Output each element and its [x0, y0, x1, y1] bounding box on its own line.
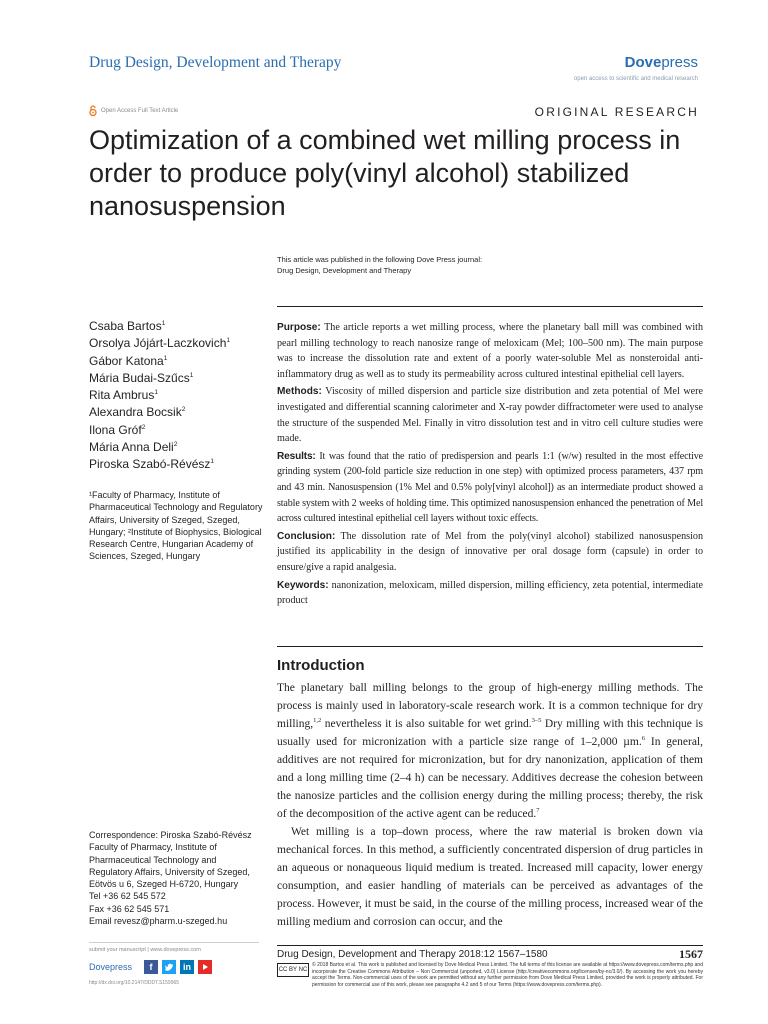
citation-line: Drug Design, Development and Therapy 2018:12 1567–1580: [277, 949, 548, 960]
citation-ref[interactable]: 6: [641, 735, 646, 743]
citation-ref[interactable]: 3–5: [531, 717, 542, 725]
facebook-icon[interactable]: f: [144, 960, 158, 974]
social-links: [144, 960, 212, 974]
abstract-conclusion: Conclusion: The dissolution rate of Mel from the poly(vinyl alcohol) stabilized nanosuspension justified its applicability in the design of innovative per oral dosage form (capsule) in order to ensure/give a rapid analgesia.: [277, 530, 703, 573]
correspondence-line: Regulatory Affairs, University of Szeged,: [89, 866, 250, 877]
doi-link[interactable]: http://dx.doi.org/10.2147/DDDT.S159965: [89, 980, 180, 986]
correspondence-line: Eötvös u 6, Szeged H-6720, Hungary: [89, 879, 239, 890]
divider: [277, 646, 703, 647]
submit-link[interactable]: submit your manuscript | www.dovepress.com: [89, 947, 201, 953]
article-title: Optimization of a combined wet milling process in order to produce poly(vinyl alcohol) stabilized nanosuspension: [89, 125, 681, 221]
author-list: [89, 318, 230, 474]
publication-note: This article was published in the following Dove Press journal: Drug Design, Development and Therapy: [277, 255, 483, 275]
dovepress-logo[interactable]: Dovepress: [624, 54, 698, 71]
open-access-label: Open Access Full Text Article: [101, 107, 179, 114]
paragraph: The planetary ball milling belongs to the group of high-energy milling methods. The process is mainly used in laboratory-scale research work. It is a common technique for dry milling,$^{1,2}$ nevertheless it is also suitable for wet grind.$^{3-5}$ Dry milling with this technique is usually used for micronization with a particle size range of 1–2,000 µm.$^6$ In general, additives are not required for micronization, but for dry nanonization, application of them and a long milling time (2–4 h) can be necessary. Additives decrease the cohesion between the nanosize particles and the collision energy during the milling process; thereby, the risk of the decomposition of the active agent can be reduced.$^7$: [277, 682, 704, 820]
citation-ref[interactable]: 7: [536, 807, 540, 815]
abstract: [277, 320, 703, 611]
license-text: © 2018 Bartos et al. This work is published and licensed by Dove Medical Press Limited. The full terms of this license are available at https://www.dovepress.com/terms.php and incorporate the Creative Commons Attribution – Non Commercial (unported, v3.0) License (http://creativecommons.org/licenses/by-nc/3.0/). By accessing the work you hereby accept the Terms. Non-commercial uses of the work are permitted without any further permission from Dove Medical Press Limited, provided the work is properly attributed. For permission for commercial use of this work, please see paragraphs 4.2 and 5 of our Terms (https://www.dovepress.com/terms.php).: [312, 962, 703, 989]
author-name[interactable]: Gábor Katona$^1$: [89, 353, 168, 368]
citation-ref[interactable]: 1,2: [313, 717, 322, 725]
author-name[interactable]: Piroska Szabó-Révész$^1$: [89, 457, 215, 472]
author-name[interactable]: Mária Anna Deli$^2$: [89, 440, 178, 455]
creative-commons-icon[interactable]: CC BY NC: [277, 963, 309, 977]
abstract-keywords: Keywords: nanonization, meloxicam, milled dispersion, milling efficiency, zeta potential, intermediate product: [277, 579, 703, 607]
section-heading-introduction: Introduction: [277, 657, 365, 674]
journal-name[interactable]: Drug Design, Development and Therapy: [89, 54, 342, 71]
abstract-results: Results: It was found that the ratio of predispersion and pearls 1:1 (w/w) resulted in the most effective grinding system (200-fold particle size reduction in one step) with optimized process parameters, 437 rpm and 43 min. Nanosuspension (1% Mel and 0.5% poly[vinyl alcohol]) as an intermediate product showed a stable system with 2 weeks of holding time. This optimized nanosuspension enhanced the penetration of Mel across cultured intestinal epithelial cell layers without toxic effects.: [277, 450, 703, 525]
affiliations: ¹Faculty of Pharmacy, Institute of Pharmaceutical Technology and Regulatory Affairs, University of Szeged, Szeged, Hungary; ²Institute of Biophysics, Biological Research Centre, Hungarian Academy of Sciences, Szeged, Hungary: [89, 490, 263, 562]
author-name[interactable]: Mária Budai-Szűcs$^1$: [89, 370, 194, 385]
correspondence: [89, 829, 269, 927]
page-number: 1567: [679, 947, 703, 961]
abstract-methods: Methods: Viscosity of milled dispersion and particle size distribution and zeta potential of Mel were investigated and differential scanning calorimeter and X-ray powder diffractometer were used to analyse the structure of the suspended Mel. Finally in vitro dissolution test and in vitro cell culture studies were made.: [277, 386, 703, 445]
youtube-icon[interactable]: [198, 960, 212, 974]
open-access-icon: [89, 105, 97, 116]
correspondence-line: Correspondence: Piroska Szabó-Révész: [89, 830, 252, 840]
introduction-body: [277, 679, 703, 931]
publisher-tagline: open access to scientific and medical research: [573, 76, 698, 82]
divider: [277, 945, 703, 946]
author-name[interactable]: Csaba Bartos$^1$: [89, 319, 166, 333]
author-name[interactable]: Orsolya Jójárt-Laczkovich$^1$: [89, 336, 231, 351]
correspondence-line: Fax +36 62 545 571: [89, 903, 170, 914]
article-type: ORIGINAL RESEARCH: [534, 105, 699, 119]
open-access-badge: [89, 105, 178, 116]
dovepress-footer-logo[interactable]: Dovepress: [89, 962, 133, 972]
author-name[interactable]: Alexandra Bocsik$^2$: [89, 405, 186, 420]
twitter-icon[interactable]: [162, 960, 176, 974]
linkedin-icon[interactable]: in: [180, 960, 194, 974]
divider: [277, 306, 703, 307]
correspondence-line[interactable]: Email revesz@pharm.u-szeged.hu: [89, 916, 228, 927]
correspondence-line: Faculty of Pharmacy, Institute of: [89, 842, 217, 853]
author-name[interactable]: Rita Ambrus$^1$: [89, 388, 158, 403]
author-name[interactable]: Ilona Gróf$^2$: [89, 422, 146, 437]
correspondence-line: Tel +36 62 545 572: [89, 891, 166, 902]
paragraph: Wet milling is a top–down process, where the raw material is broken down via mechanical forces. In this method, a sufficiently concentrated dispersion of drug particles in an aqueous or nonaqueous liquid medium is treated. Increased mill capacity, lower energy consumption, and easier handling of materials can be perceived as advantages of the process. However, it must be said, in the course of the milling process, increased wear of the milling medium and corrosion can occur, and the: [277, 826, 703, 928]
correspondence-line: Pharmaceutical Technology and: [89, 854, 217, 865]
abstract-purpose: Purpose: The article reports a wet milling process, where the planetary ball mill was combined with pearl milling technology to reach nanosize range of meloxicam (Mel; 100–500 nm). The main purpose was to increase the dissolution rate and extent of a poorly water-soluble Mel as nonsteroidal anti-inflammatory drug as well as to study its permeability across cultured intestinal epithelial cell layers.: [277, 322, 703, 380]
divider: [89, 942, 259, 943]
